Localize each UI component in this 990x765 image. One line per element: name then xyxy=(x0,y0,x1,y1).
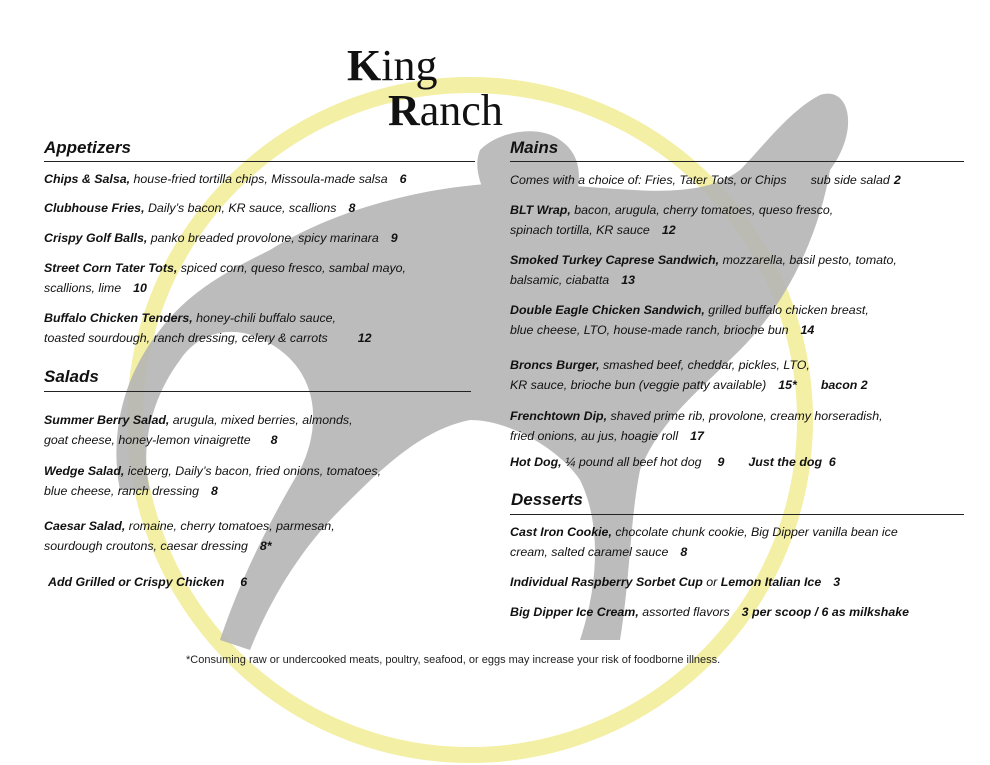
appetizers-rule xyxy=(44,161,475,162)
mains-intro: Comes with a choice of: Fries, Tater Tots, or Chips sub side salad 2 xyxy=(510,173,901,187)
menu-item: Hot Dog, ¼ pound all beef hot dog 9 Just the dog 6 xyxy=(510,455,836,469)
restaurant-title-line1: King xyxy=(347,41,438,90)
mains-rule xyxy=(510,161,964,162)
menu-item: Crispy Golf Balls, panko breaded provolone, spicy marinara 9 xyxy=(44,231,398,245)
menu-item: Cast Iron Cookie, chocolate chunk cookie, Big Dipper vanilla bean ice cream, salted caramel sauce 8 xyxy=(510,525,898,559)
desserts-rule xyxy=(510,514,964,515)
menu-item: Smoked Turkey Caprese Sandwich, mozzarella, basil pesto, tomato, balsamic, ciabatta 13 xyxy=(510,253,897,287)
menu-item: Frenchtown Dip, shaved prime rib, provolone, creamy horseradish, fried onions, au jus, hoagie roll 17 xyxy=(510,409,883,443)
menu-item: Summer Berry Salad, arugula, mixed berries, almonds, goat cheese, honey-lemon vinaigrette 8 xyxy=(44,413,353,447)
mains-heading: Mains xyxy=(510,138,559,157)
menu-item: Caesar Salad, romaine, cherry tomatoes, parmesan, sourdough croutons, caesar dressing 8* xyxy=(44,519,335,553)
menu-item: Buffalo Chicken Tenders, honey-chili buffalo sauce, toasted sourdough, ranch dressing, celery & carrots 12 xyxy=(44,311,372,345)
restaurant-title-line2: Ranch xyxy=(388,86,503,135)
menu-item: Broncs Burger, smashed beef, cheddar, pickles, LTO, KR sauce, brioche bun (veggie patty available) 15* bacon 2 xyxy=(510,358,868,392)
menu-item: Individual Raspberry Sorbet Cup or Lemon Italian Ice 3 xyxy=(510,575,841,589)
menu-item: Big Dipper Ice Cream, assorted flavors 3 per scoop / 6 as milkshake xyxy=(510,605,910,619)
menu-item: Clubhouse Fries, Daily’s bacon, KR sauce, scallions 8 xyxy=(44,201,356,215)
salads-heading: Salads xyxy=(44,367,99,386)
desserts-heading: Desserts xyxy=(511,490,583,509)
addon-item: Add Grilled or Crispy Chicken 6 xyxy=(48,575,248,589)
salads-rule xyxy=(44,391,471,392)
menu-item: Chips & Salsa, house-fried tortilla chips, Missoula-made salsa 6 xyxy=(44,172,407,186)
menu-item: Street Corn Tater Tots, spiced corn, queso fresco, sambal mayo, scallions, lime 10 xyxy=(44,261,406,295)
menu-item: BLT Wrap, bacon, arugula, cherry tomatoes, queso fresco, spinach tortilla, KR sauce 12 xyxy=(510,203,834,237)
appetizers-heading: Appetizers xyxy=(44,138,131,157)
menu-item: Wedge Salad, iceberg, Daily’s bacon, fried onions, tomatoes, blue cheese, ranch dressing 8 xyxy=(44,464,382,498)
menu-item: Double Eagle Chicken Sandwich, grilled buffalo chicken breast, blue cheese, LTO, house-made ranch, brioche bun 14 xyxy=(510,303,869,337)
food-safety-disclaimer: *Consuming raw or undercooked meats, poultry, seafood, or eggs may increase your risk of foodborne illness. xyxy=(186,654,721,666)
